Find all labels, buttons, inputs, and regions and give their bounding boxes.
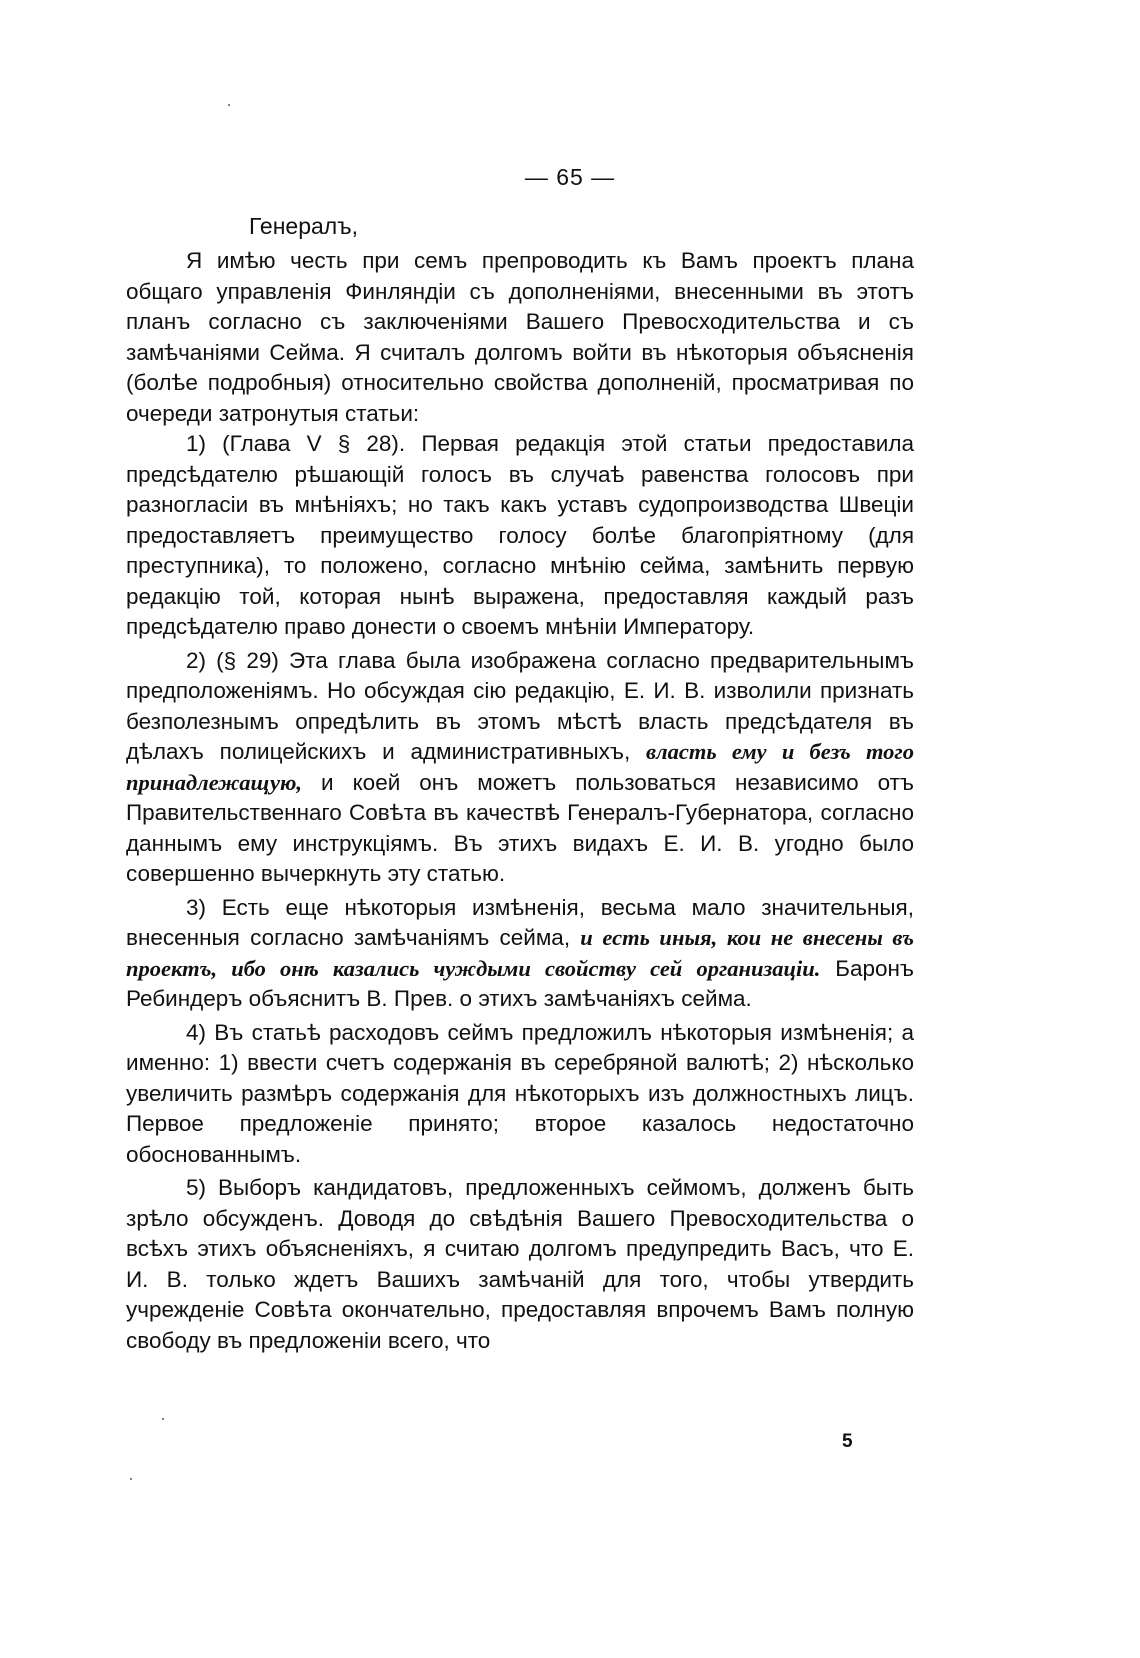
paragraph-intro: Я имѣю честь при семъ препроводить къ Вамъ проектъ плана общаго управленія Финляндіи съ дополненіями, внесенными въ этотъ планъ согласно съ заключеніями Вашего Превосходительства и съ замѣчаніями Сейма. Я считалъ долгомъ войти въ нѣкоторыя объясненія (болѣе подробныя) относительно свойства дополненій, просматривая по очереди затронутыя статьи: <box>126 248 914 426</box>
paragraph-point-3-italic: и есть иныя, кои не внесены въ проектъ, ибо онѣ казались чуждыми свойству сей организаціи. <box>126 925 915 981</box>
paragraph-point-2 <box>126 646 914 890</box>
salutation: Генералъ, <box>249 213 358 239</box>
paragraph-point-3-text-b: Баронъ Ребиндеръ объяснитъ В. Прев. о этихъ замѣчаніяхъ сейма. <box>126 955 914 1011</box>
letter-body <box>126 246 914 1356</box>
paragraph-point-3-text-a: 3) Есть еще нѣкоторыя измѣненія, весьма мало значительныя, внесенныя согласно замѣчаніямъ сейма, <box>126 894 914 950</box>
paragraph-point-5: 5) Выборъ кандидатовъ, предложенныхъ сеймомъ, долженъ быть зрѣло обсужденъ. Доводя до свѣдѣнія Вашего Превосходительства о всѣхъ этихъ объясненіяхъ, я считаю долгомъ предупредить Васъ, что Е. И. В. только ждетъ Вашихъ замѣчаній для того, чтобы утвердить учрежденіе Совѣта окончательно, предоставляя впрочемъ Вамъ полную свободу въ предложеніи всего, что <box>126 1175 914 1353</box>
paragraph-point-3 <box>126 893 914 1015</box>
scan-speck <box>162 1418 164 1420</box>
paragraph-point-2-text-a: 2) (§ 29) Эта глава была изображена согласно предварительнымъ предположеніямъ. Но обсуждая сію редакцію, Е. И. В. изволили признать безполезнымъ опредѣлить въ этомъ мѣстѣ власть предсѣдателя въ дѣлахъ полицейскихъ и административныхъ, <box>126 647 914 764</box>
paragraph-point-2-italic: власть ему и безъ того принадлежащую, <box>126 739 914 795</box>
paragraph-point-1: 1) (Глава V § 28). Первая редакція этой статьи предоставила предсѣдателю рѣшающій голосъ въ случаѣ равенства голосовъ при разногласіи въ мнѣніяхъ; но такъ какъ уставъ судопроизводства Швеціи предоставляетъ преимущество голосу болѣе благопріятному (для преступника), то положено, согласно мнѣнію сейма, замѣнить первую редакцію той, которая нынѣ выражена, предоставляя каждый разъ предсѣдателю право донести о своемъ мнѣніи Императору. <box>126 431 914 639</box>
paragraph-point-2-text-b: и коей онъ можетъ пользоваться независимо отъ Правительственнаго Совѣта въ качествѣ Генералъ-Губернатора, согласно даннымъ ему инструкціямъ. Въ этихъ видахъ Е. И. В. угодно было совершенно вычеркнуть эту статью. <box>126 769 914 886</box>
sheet-signature-number: 5 <box>842 1431 853 1452</box>
page-number: — 65 — <box>524 164 616 190</box>
paragraph-point-4: 4) Въ статьѣ расходовъ сеймъ предложилъ нѣкоторыя измѣненія; а именно: 1) ввести счетъ содержанія въ серебряной валютѣ; 2) нѣсколько увеличить размѣръ содержанія для нѣкоторыхъ изъ должностныхъ лицъ. Первое предложеніе принято; второе казалось недостаточно обоснованнымъ. <box>126 1019 914 1167</box>
scan-speck <box>130 1478 132 1480</box>
scan-speck <box>228 104 230 106</box>
